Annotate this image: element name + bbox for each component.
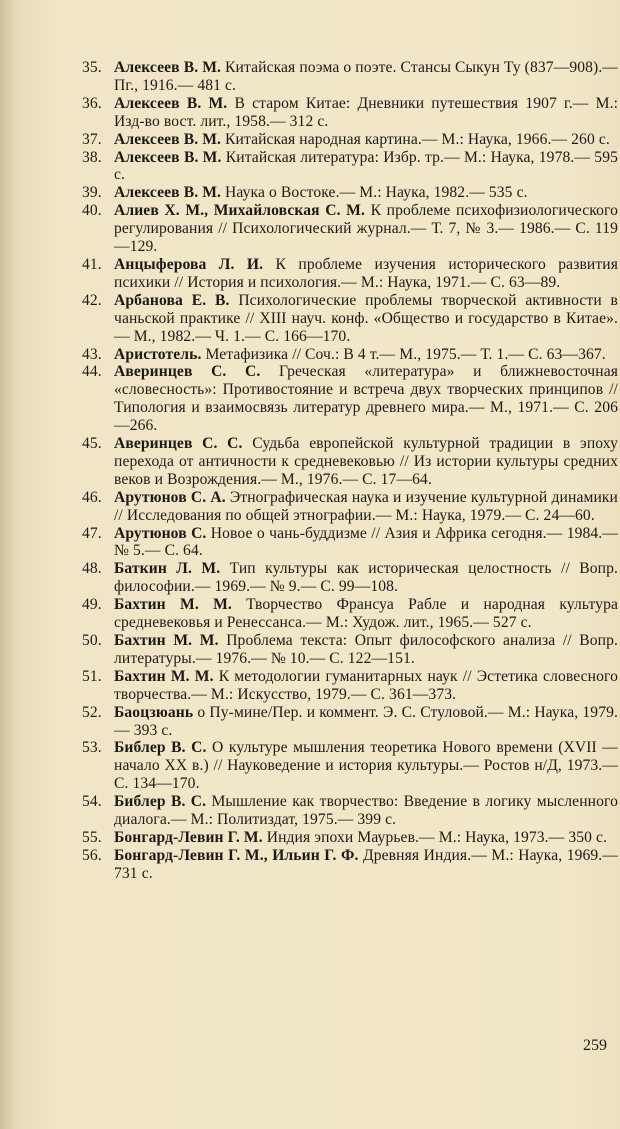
page-number: 259 — [583, 1037, 607, 1054]
entry-number: 41. — [82, 255, 102, 273]
bibliography-entry — [82, 632, 618, 668]
entry-author: Арутюнов С. А. — [114, 488, 226, 506]
entry-author: Арбанова Е. В. — [114, 291, 230, 309]
entry-number: 39. — [82, 184, 102, 202]
entry-author: Алексеев В. М. — [114, 148, 222, 166]
entry-author: Алексеев В. М. — [114, 130, 222, 148]
entry-author: Аверинцев С. С. — [114, 363, 261, 381]
entry-text: В старом Китае: Дневники путешествия 1907 г.— М.: Изд-во вост. лит., 1958.— 312 с. — [114, 94, 618, 130]
entry-number: 56. — [82, 846, 102, 864]
entry-text: Новое о чань-буддизме // Азия и Африка сегодня.— 1984.— № 5.— С. 64. — [114, 524, 618, 560]
entry-author: Бахтин М. М. — [114, 667, 214, 685]
entry-number: 40. — [82, 202, 102, 220]
entry-text: Метафизика // Соч.: В 4 т.— М., 1975.— Т. 1.— С. 63—367. — [205, 345, 606, 363]
bibliography-entry — [82, 202, 618, 256]
entry-author: Баткин Л. М. — [114, 560, 221, 578]
entry-number: 52. — [82, 703, 102, 721]
entry-number: 53. — [82, 739, 102, 757]
entry-author: Алексеев В. М. — [114, 94, 228, 112]
bibliography-entry — [82, 59, 618, 95]
entry-text: Китайская народная картина.— М.: Наука, 1966.— 260 с. — [225, 130, 610, 148]
bibliography-entry — [82, 346, 618, 364]
entry-text: Древняя Индия.— М.: Наука, 1969.— 731 с. — [114, 846, 618, 882]
bibliography-entry — [82, 95, 618, 131]
bibliography-list — [82, 59, 618, 883]
entry-text: Мышление как творчество: Введение в логику мысленного диалога.— М.: Политиздат, 1975.— 399 с. — [114, 793, 618, 829]
entry-text: Психологические проблемы творческой активности в чаньской практике // XIII науч. конф. «Общество и государство в Китае».— М., 1982.— Ч. 1.— С. 166—170. — [114, 291, 618, 345]
entry-author: Библер В. С. — [114, 739, 207, 757]
bibliography-entry — [82, 525, 618, 561]
entry-number: 50. — [82, 632, 102, 649]
entry-number: 37. — [82, 130, 102, 148]
entry-author: Алексеев В. М. — [114, 59, 222, 76]
entry-text: О культуре мышления теоретика Нового времени (XVII — начало XX в.) // Науковедение и история культуры.— Ростов н/Д, 1973.— С. 134—170. — [114, 739, 618, 793]
bibliography-entry — [82, 596, 618, 632]
entry-author: Бонгард-Левин Г. М. — [114, 828, 263, 846]
bibliography-entry — [82, 292, 618, 346]
entry-text: К методологии гуманитарных наук // Эстетика словесного творчества.— М.: Искусство, 1979.— С. 361—373. — [114, 667, 618, 703]
bibliography-entry — [82, 793, 618, 829]
page-spine-shadow — [0, 0, 14, 1129]
entry-author: Алексеев В. М. — [114, 184, 222, 202]
bibliography-entry — [82, 435, 618, 489]
entry-number: 46. — [82, 488, 102, 506]
entry-author: Баоцзюань — [114, 703, 194, 721]
entry-text: о Пу-мине/Пер. и коммент. Э. С. Стуловой.— М.: Наука, 1979.— 393 с. — [114, 703, 618, 739]
entry-author: Библер В. С. — [114, 793, 207, 811]
bibliography-entry — [82, 739, 618, 793]
entry-number: 48. — [82, 560, 102, 578]
entry-author: Алиев Х. М., Михайловская С. М. — [114, 202, 365, 220]
entry-number: 49. — [82, 596, 102, 614]
entry-text: Индия эпохи Маурьев.— М.: Наука, 1973.— 350 с. — [266, 828, 608, 846]
entry-number: 36. — [82, 94, 102, 112]
entry-number: 51. — [82, 667, 102, 685]
entry-number: 35. — [82, 59, 102, 76]
bibliography-entry — [82, 184, 618, 202]
entry-text: Китайская поэма о поэте. Стансы Сыкун Ту (837—908).— Пг., 1916.— 481 с. — [114, 59, 618, 94]
entry-text: Китайская литература: Избр. тр.— М.: Наука, 1978.— 595 с. — [114, 148, 618, 184]
entry-text: Наука о Востоке.— М.: Наука, 1982.— 535 с. — [225, 184, 528, 202]
entry-number: 42. — [82, 291, 102, 309]
bibliography-entry — [82, 668, 618, 704]
entry-number: 44. — [82, 363, 102, 381]
entry-author: Бахтин М. М. — [114, 632, 219, 649]
entry-text: Проблема текста: Опыт философского анализа // Вопр. литературы.— 1976.— № 10.— С. 122—151. — [114, 632, 618, 667]
entry-author: Анцыферова Л. И. — [114, 255, 264, 273]
bibliography-entry — [82, 560, 618, 596]
entry-text: К проблеме психофизиологического регулирования // Психологический журнал.— Т. 7, № 3.— 1986.— С. 119—129. — [114, 202, 618, 256]
entry-number: 45. — [82, 435, 102, 453]
bibliography-entry — [82, 149, 618, 185]
bibliography-entry — [82, 489, 618, 525]
entry-text: Судьба европейской культурной традиции в эпоху перехода от античности к средневековью // Из истории культуры средних веков и Возрождения.— М., 1976.— С. 17—64. — [114, 435, 618, 488]
entry-author: Бонгард-Левин Г. М., Ильин Г. Ф. — [114, 846, 359, 864]
entry-author: Арутюнов С. — [114, 524, 207, 542]
entry-number: 55. — [82, 828, 102, 846]
entry-text: Творчество Франсуа Рабле и народная культура средневековья и Ренессанса.— М.: Худож. лит., 1965.— 527 с. — [114, 596, 618, 632]
bibliography-entry — [82, 829, 618, 847]
bibliography-entry — [82, 256, 618, 292]
entry-number: 43. — [82, 345, 102, 363]
bibliography-entry — [82, 847, 618, 883]
entry-author: Бахтин М. М. — [114, 596, 232, 614]
entry-number: 54. — [82, 793, 102, 811]
entry-text: Тип культуры как историческая целостность // Вопр. философии.— 1969.— № 9.— С. 99—108. — [114, 560, 618, 596]
entry-number: 38. — [82, 148, 102, 166]
entry-text: Этнографическая наука и изучение культурной динамики // Исследования по общей этнографии.— М.: Наука, 1979.— С. 24—60. — [114, 488, 618, 524]
bibliography-entry — [82, 131, 618, 149]
bibliography-entry — [82, 363, 618, 435]
entry-text: К проблеме изучения исторического развития психики // История и психология.— М.: Наука, 1971.— С. 63—89. — [114, 255, 618, 291]
bibliography-entry — [82, 704, 618, 740]
entry-text: Греческая «литература» и ближневосточная «словесность»: Противостояние и встреча двух творческих принципов // Типология и взаимосвязь литератур древнего мира.— М., 1971.— С. 206—266. — [114, 363, 618, 435]
entry-author: Аристотель. — [114, 345, 202, 363]
entry-author: Аверинцев С. С. — [114, 435, 243, 453]
entry-number: 47. — [82, 524, 102, 542]
